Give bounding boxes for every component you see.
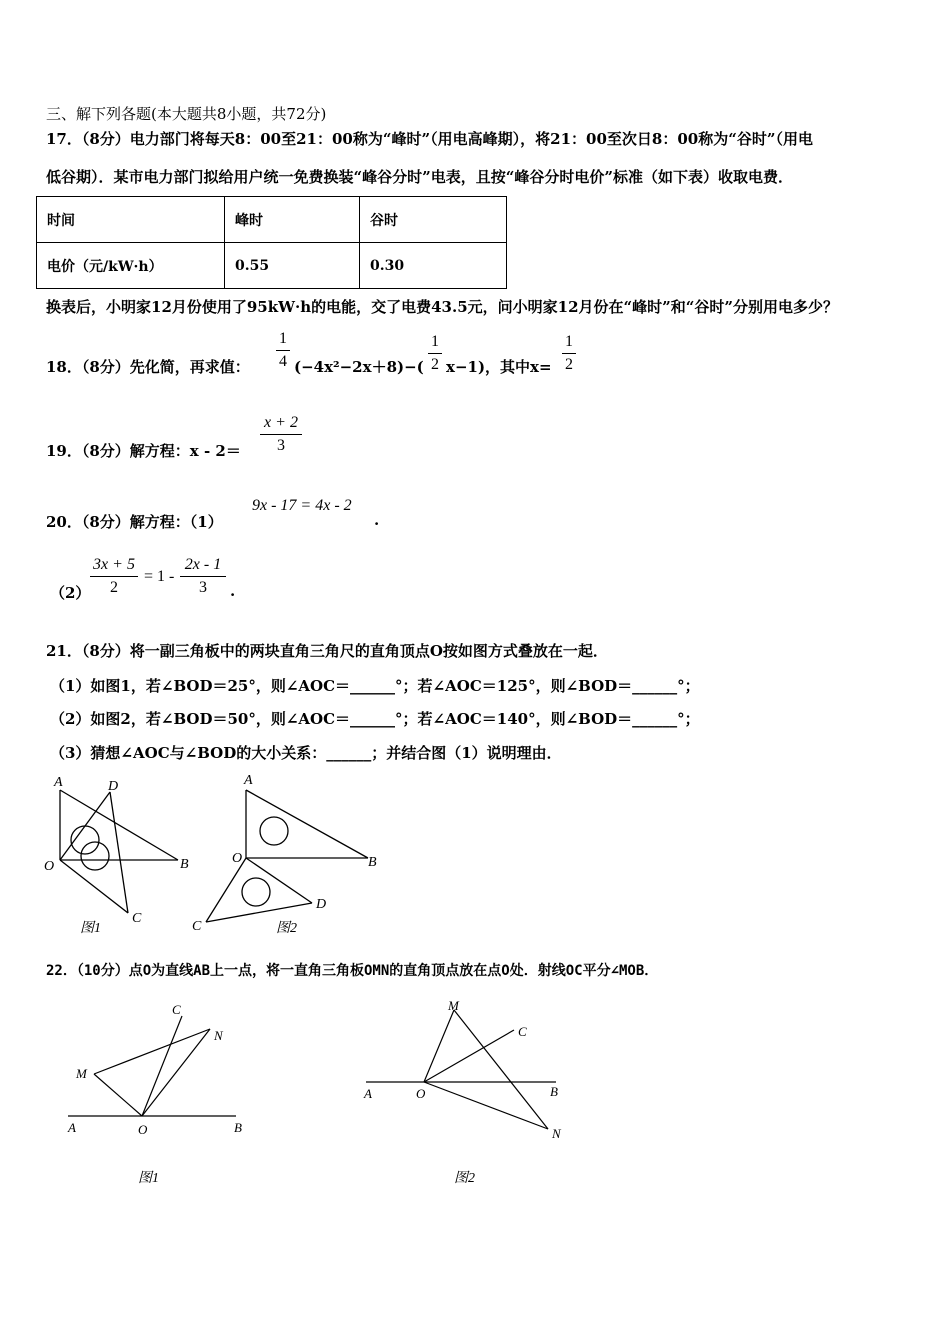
- fig2-caption: 图2: [276, 921, 297, 936]
- q22fig2-label-o: O: [416, 1086, 426, 1101]
- q22fig1-label-a: A: [68, 1120, 76, 1135]
- fig1-caption: 图1: [80, 921, 101, 936]
- fig1-label-a: A: [54, 775, 63, 790]
- q22fig2-edge-om: [424, 1010, 454, 1082]
- price-table: [36, 196, 507, 289]
- q18-fraction-half: 1 2: [428, 333, 442, 374]
- fig2-edge-ab: [246, 790, 368, 858]
- q21-line4: （3）猜想∠AOC与∠BOD的大小关系：______；并结合图（1）说明理由．: [50, 744, 562, 762]
- q22fig1-ray-oc: [142, 1016, 182, 1116]
- q22fig2-label-b: B: [550, 1084, 558, 1099]
- fig2-label-b: B: [368, 855, 377, 870]
- q22fig2-label-a: A: [364, 1086, 372, 1101]
- q17-line2: 低谷期）．某市电力部门拟给用户统一免费换装“峰谷分时”电表，且按“峰谷分时电价”标准（如下表）收取电费．: [46, 168, 794, 186]
- q19-prefix: 19．（8分）解方程：x - 2＝: [46, 442, 241, 460]
- table-header-valley: 谷时: [360, 197, 507, 243]
- q20-period-2: .: [230, 582, 236, 600]
- q18-expression-tail: x−1)，其中x=: [446, 358, 552, 376]
- q20-equation-1: 9x - 17 = 4x - 2: [252, 497, 352, 514]
- q22fig2-label-c: C: [518, 1024, 527, 1039]
- table-cell-price-label: 电价（元/kW·h）: [37, 243, 225, 289]
- q18-expression: (−4x²−2x＋8)−(: [294, 358, 424, 376]
- q21-figure-1: [40, 770, 210, 940]
- q21-line3: （2）如图2，若∠BOD＝50°，则∠AOC＝______°；若∠AOC＝140°，则∠BOD＝______°；: [50, 710, 700, 728]
- q19-fraction: x + 2 3: [260, 414, 302, 455]
- fig2-circle-2: [242, 878, 270, 906]
- q20-prefix: 20．（8分）解方程：（1）: [46, 513, 223, 531]
- q20-period-1: .: [374, 511, 380, 529]
- fig2-label-a: A: [244, 773, 253, 788]
- q22fig1-edge-om: [94, 1074, 142, 1116]
- fig2-label-d: D: [316, 897, 327, 912]
- q21-line1: 21．（8分）将一副三角板中的两块直角三角尺的直角顶点O按如图方式叠放在一起．: [46, 642, 608, 660]
- fig2-label-o: O: [232, 851, 243, 866]
- q22fig1-label-n: N: [214, 1028, 223, 1043]
- fig1-edge-oc: [60, 860, 128, 913]
- fig2-edge-od: [246, 858, 312, 903]
- q22fig1-label-b: B: [234, 1120, 242, 1135]
- q22-figure-1: [60, 996, 260, 1196]
- q20-fraction-2: 2x - 1 3: [180, 556, 226, 597]
- fig1-circle-2: [81, 842, 109, 870]
- table-cell-valley-price: 0.30: [360, 243, 507, 289]
- q22fig2-ray-oc: [424, 1030, 514, 1082]
- q17-line1: 17．（8分）电力部门将每天8：00至21：00称为“峰时”（用电高峰期），将21：00至次日8：00称为“谷时”（用电: [46, 130, 813, 148]
- q18-prefix: 18．（8分）先化简，再求值：: [46, 358, 250, 376]
- table-header-time: 时间: [37, 197, 225, 243]
- fig1-label-b: B: [180, 857, 189, 872]
- table-header-peak: 峰时: [225, 197, 360, 243]
- fig1-label-d: D: [108, 779, 119, 794]
- q18-fraction-x: 1 2: [562, 333, 576, 374]
- fig2-circle-1: [260, 817, 288, 845]
- section-header: 三、解下列各题(本大题共8小题，共72分): [46, 105, 327, 123]
- q22-figure-2: [356, 996, 576, 1196]
- q21-figure-2: [186, 770, 386, 940]
- fig1-label-c: C: [132, 911, 142, 926]
- q22fig1-label-c: C: [172, 1002, 181, 1017]
- q22fig1-label-m: M: [76, 1066, 87, 1081]
- table-cell-peak-price: 0.55: [225, 243, 360, 289]
- fig1-edge-dc: [110, 792, 128, 913]
- q22fig2-caption: 图2: [454, 1171, 475, 1186]
- q22fig2-label-n: N: [552, 1126, 561, 1141]
- fig1-label-o: O: [44, 859, 55, 874]
- fig2-label-c: C: [192, 919, 202, 934]
- q22fig1-label-o: O: [138, 1122, 148, 1137]
- q22fig2-label-m: M: [448, 998, 459, 1013]
- q21-line2: （1）如图1，若∠BOD＝25°，则∠AOC＝______°；若∠AOC＝125°，则∠BOD＝______°；: [50, 677, 700, 695]
- q17-line3: 换表后，小明家12月份使用了95kW·h的电能，交了电费43.5元，问小明家12月份在“峰时”和“谷时”分别用电多少？: [46, 298, 839, 316]
- q20-label-2: （2）: [50, 584, 91, 602]
- q18-fraction-quarter: 1 4: [276, 330, 290, 371]
- fig2-edge-oc: [206, 858, 246, 922]
- q22fig1-caption: 图1: [138, 1171, 159, 1186]
- q22-line1: 22．（10分）点O为直线AB上一点，将一直角三角板OMN的直角顶点放在点O处．射线OC平分∠MOB．: [46, 963, 659, 979]
- q20-fraction-1: 3x + 5 2: [90, 556, 138, 597]
- q20-equals: = 1 -: [144, 568, 175, 585]
